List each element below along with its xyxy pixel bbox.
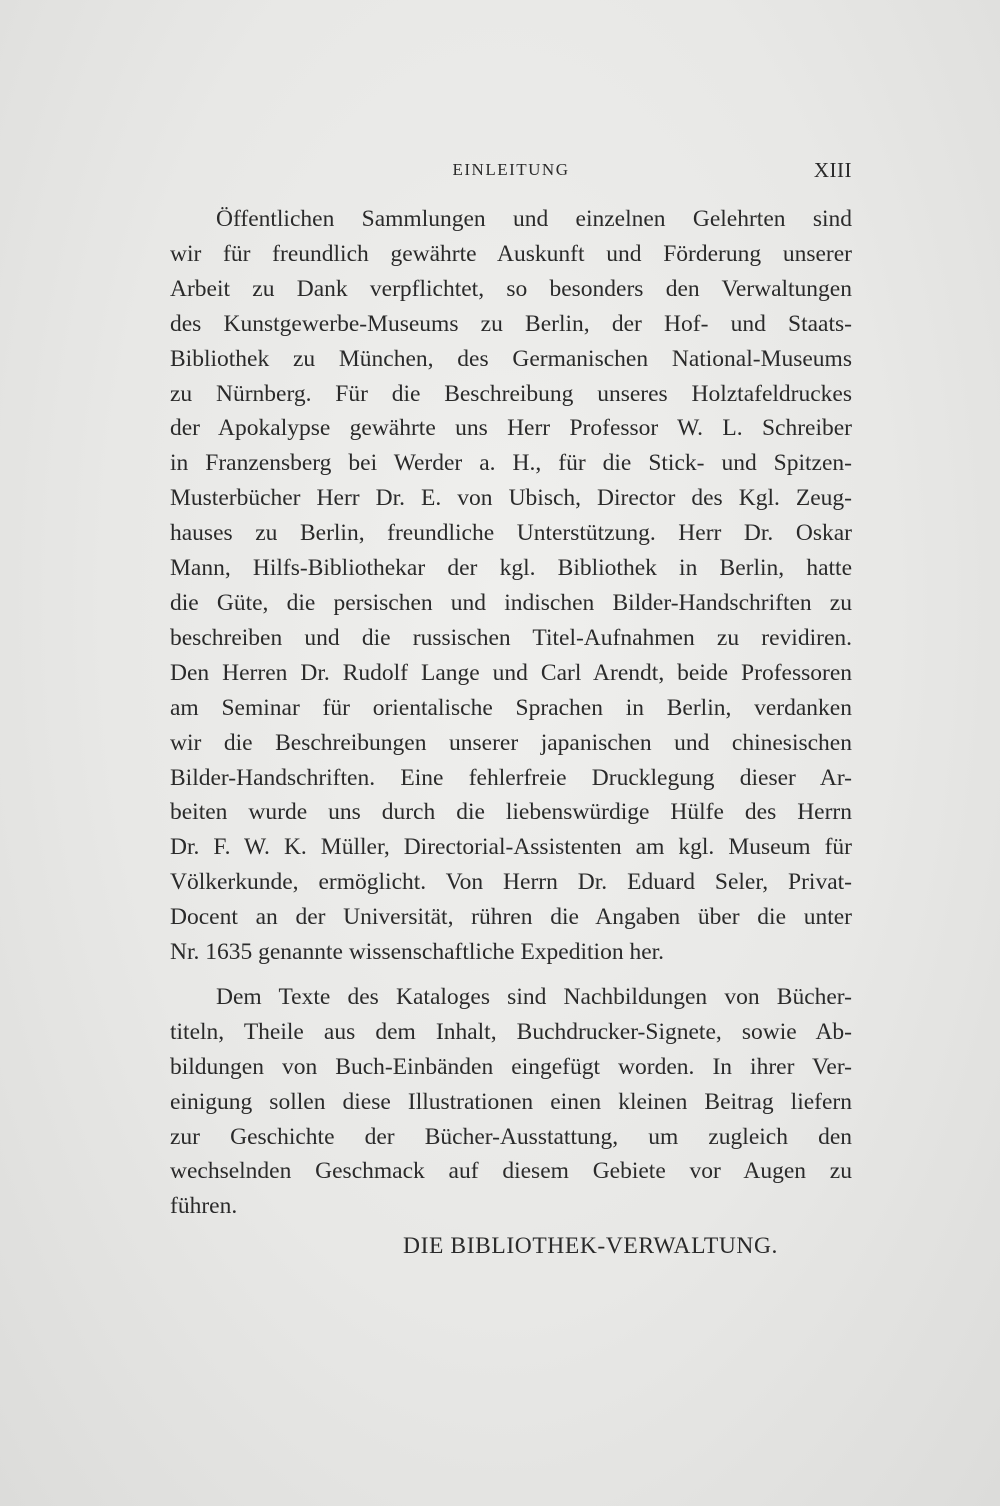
text-line: der Apokalypse gewährte uns Herr Professor W. L. Schreiber xyxy=(170,415,852,442)
text-line: in Franzensberg bei Werder a. H., für die Stick- und Spitzen- xyxy=(170,450,852,477)
paragraph-gap xyxy=(170,970,852,980)
text-line: führen. xyxy=(170,1193,238,1220)
text-line: Dr. F. W. K. Müller, Directorial-Assistenten am kgl. Museum für xyxy=(170,834,852,861)
page-number: XIII xyxy=(813,158,852,182)
paragraph-illustrations xyxy=(170,980,852,1224)
text-line: Dem Texte des Kataloges sind Nachbildungen von Bücher- xyxy=(216,983,852,1010)
text-line: wir die Beschreibungen unserer japanischen und chinesischen xyxy=(170,729,852,756)
paragraph-acknowledgements xyxy=(170,202,852,970)
text-line: Arbeit zu Dank verpflichtet, so besonders den Verwaltungen xyxy=(170,275,852,302)
text-line: beiten wurde uns durch die liebenswürdige Hülfe des Herrn xyxy=(170,799,852,826)
running-head xyxy=(170,158,852,182)
text-line: Öffentlichen Sammlungen und einzelnen Gelehrten sind xyxy=(216,206,852,232)
text-line: wechselnden Geschmack auf diesem Gebiete vor Augen zu xyxy=(170,1158,852,1185)
text-line: Docent an der Universität, rühren die Angaben über die unter xyxy=(170,904,852,931)
text-line: des Kunstgewerbe-Museums zu Berlin, der Hof- und Staats- xyxy=(170,310,852,337)
text-line: bildungen von Buch-Einbänden eingefügt worden. In ihrer Ver- xyxy=(170,1053,852,1080)
text-line: Musterbücher Herr Dr. E. von Ubisch, Director des Kgl. Zeug- xyxy=(170,485,852,512)
text-line: Mann, Hilfs-Bibliothekar der kgl. Bibliothek in Berlin, hatte xyxy=(170,555,852,582)
body-text xyxy=(170,202,852,1224)
running-title: EINLEITUNG xyxy=(452,160,570,179)
text-line: die Güte, die persischen und indischen Bilder-Handschriften zu xyxy=(170,589,852,616)
signature: DIE BIBLIOTHEK-VERWALTUNG. xyxy=(403,1233,779,1259)
text-line: hauses zu Berlin, freundliche Unterstützung. Herr Dr. Oskar xyxy=(170,520,852,547)
text-line: zu Nürnberg. Für die Beschreibung unseres Holztafeldruckes xyxy=(170,380,852,407)
text-line: zur Geschichte der Bücher-Ausstattung, um zugleich den xyxy=(170,1123,852,1150)
text-line: titeln, Theile aus dem Inhalt, Buchdrucker-Signete, sowie Ab- xyxy=(170,1018,852,1045)
text-line: wir für freundlich gewährte Auskunft und Förderung unserer xyxy=(170,240,852,267)
text-line: Nr. 1635 genannte wissenschaftliche Expedition her. xyxy=(170,939,665,966)
text-line: Den Herren Dr. Rudolf Lange und Carl Arendt, beide Professoren xyxy=(170,659,852,686)
text-line: Völkerkunde, ermöglicht. Von Herrn Dr. Eduard Seler, Privat- xyxy=(170,869,852,896)
text-line: am Seminar für orientalische Sprachen in Berlin, verdanken xyxy=(170,694,852,721)
text-line: Bibliothek zu München, des Germanischen National-Museums xyxy=(170,345,852,372)
text-line: einigung sollen diese Illustrationen einen kleinen Beitrag liefern xyxy=(170,1088,852,1115)
text-line: Bilder-Handschriften. Eine fehlerfreie Drucklegung dieser Ar- xyxy=(170,764,852,791)
text-line: beschreiben und die russischen Titel-Aufnahmen zu revidiren. xyxy=(170,624,852,651)
